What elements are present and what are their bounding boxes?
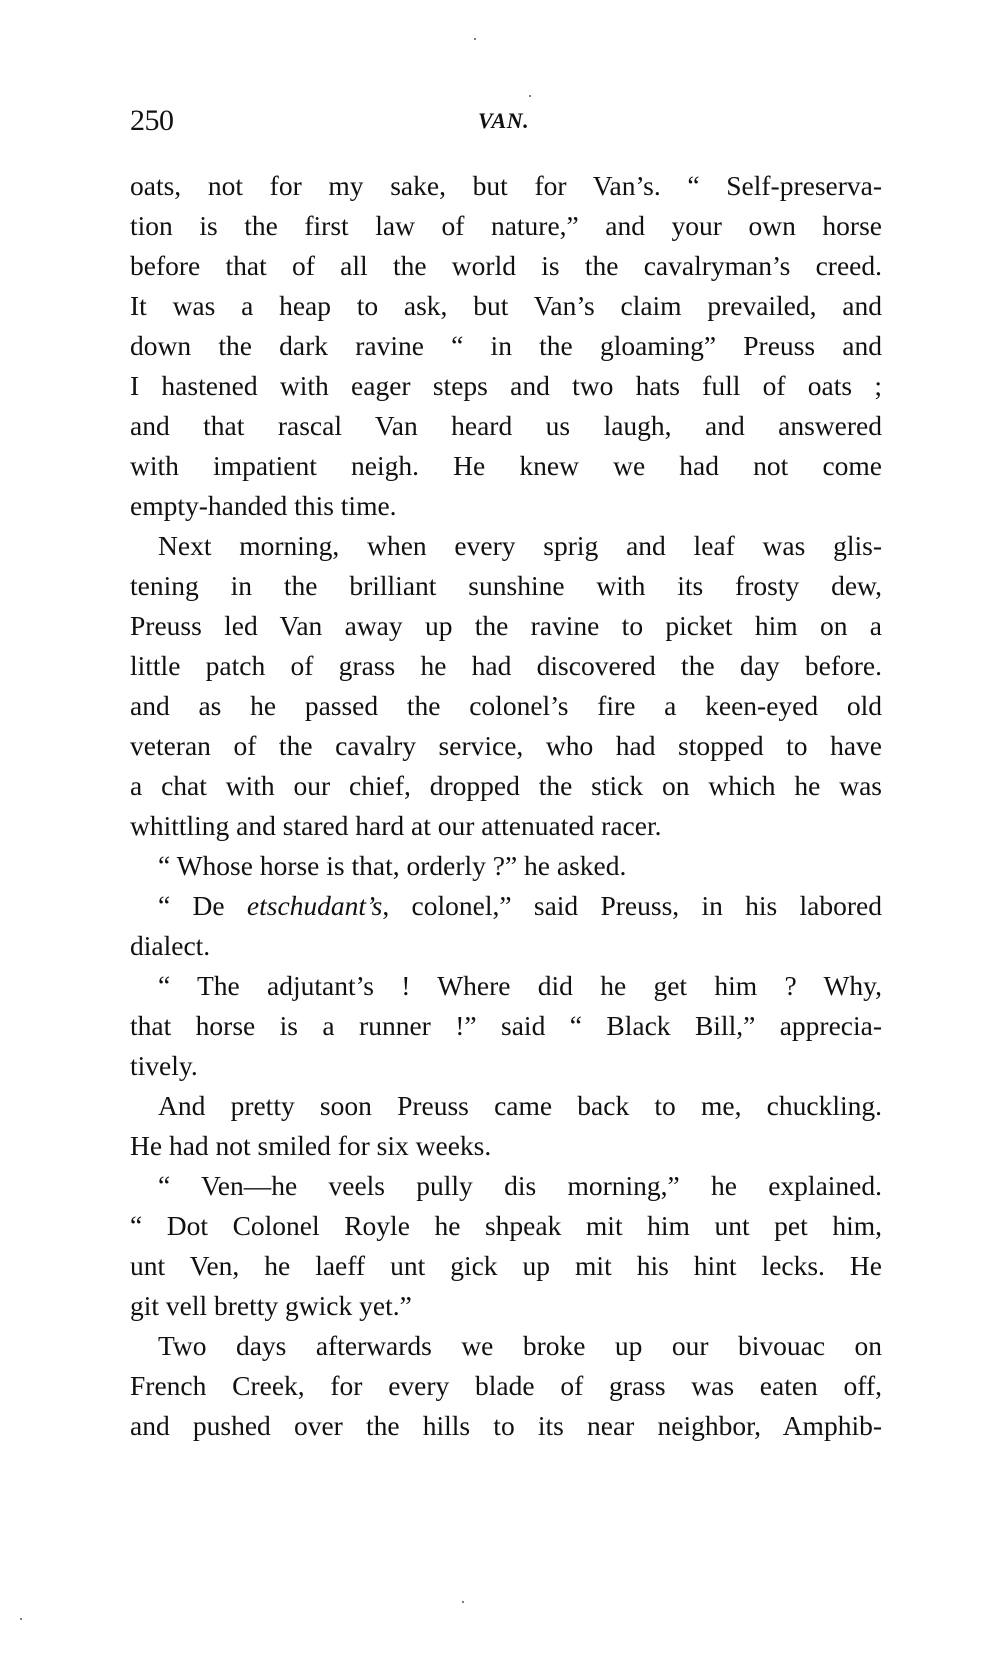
text-line: “ The adjutant’s ! Where did he get him ? Why, [158, 970, 882, 1001]
italic-text-run: etschudant’s [246, 890, 383, 921]
text-line: git vell bretty gwick yet.” [130, 1290, 412, 1321]
text-line: before that of all the world is the cavalryman’s creed. [130, 250, 882, 281]
text-line: I hastened with eager steps and two hats full of oats ; [130, 370, 882, 401]
text-run: “ De [158, 890, 247, 921]
text-line: and as he passed the colonel’s fire a keen-eyed old [130, 690, 882, 721]
text-run: , colonel,” said Preuss, in his labored [382, 890, 883, 921]
text-line: Next morning, when every sprig and leaf was glis- [158, 530, 882, 561]
text-line: empty-handed this time. [130, 490, 397, 521]
page-number: 250 [130, 104, 174, 137]
scan-speck [529, 95, 531, 97]
text-line: tening in the brilliant sunshine with its frosty dew, [130, 570, 882, 601]
scan-speck [20, 1618, 22, 1620]
text-line: veteran of the cavalry service, who had stopped to have [130, 730, 882, 761]
scan-speck [462, 1601, 464, 1603]
text-line: “ Dot Colonel Royle he shpeak mit him unt pet him, [130, 1210, 882, 1241]
text-line: and that rascal Van heard us laugh, and answered [130, 410, 882, 441]
text-line: oats, not for my sake, but for Van’s. “ Self-preserva- [130, 170, 882, 201]
text-line: Preuss led Van away up the ravine to picket him on a [130, 610, 882, 641]
text-line: little patch of grass he had discovered the day before. [130, 650, 882, 681]
text-line: It was a heap to ask, but Van’s claim prevailed, and [130, 290, 882, 321]
text-line: “ Ven—he veels pully dis morning,” he explained. [158, 1170, 882, 1201]
text-line: and pushed over the hills to its near neighbor, Amphib- [130, 1410, 882, 1441]
text-line: that horse is a runner !” said “ Black Bill,” apprecia- [130, 1010, 882, 1041]
text-line: whittling and stared hard at our attenuated racer. [130, 810, 662, 841]
page-header [130, 104, 890, 144]
text-line: tively. [130, 1050, 198, 1081]
text-line: a chat with our chief, dropped the stick on which he was [130, 770, 882, 801]
text-line: French Creek, for every blade of grass was eaten off, [130, 1370, 882, 1401]
text-line: And pretty soon Preuss came back to me, chuckling. [158, 1090, 882, 1121]
text-line: tion is the first law of nature,” and your own horse [130, 210, 882, 241]
text-line: He had not smiled for six weeks. [130, 1130, 492, 1161]
text-line: unt Ven, he laeff unt gick up mit his hint lecks. He [130, 1250, 882, 1281]
text-line: Two days afterwards we broke up our bivouac on [158, 1330, 882, 1361]
text-line: dialect. [130, 930, 211, 961]
text-line: down the dark ravine “ in the gloaming” Preuss and [130, 330, 882, 361]
scan-speck [474, 38, 476, 40]
running-head: VAN. [478, 108, 530, 133]
text-line: with impatient neigh. He knew we had not come [130, 450, 882, 481]
text-line: “ Whose horse is that, orderly ?” he asked. [158, 850, 627, 881]
body-text [130, 166, 882, 1446]
text-line [130, 886, 882, 926]
